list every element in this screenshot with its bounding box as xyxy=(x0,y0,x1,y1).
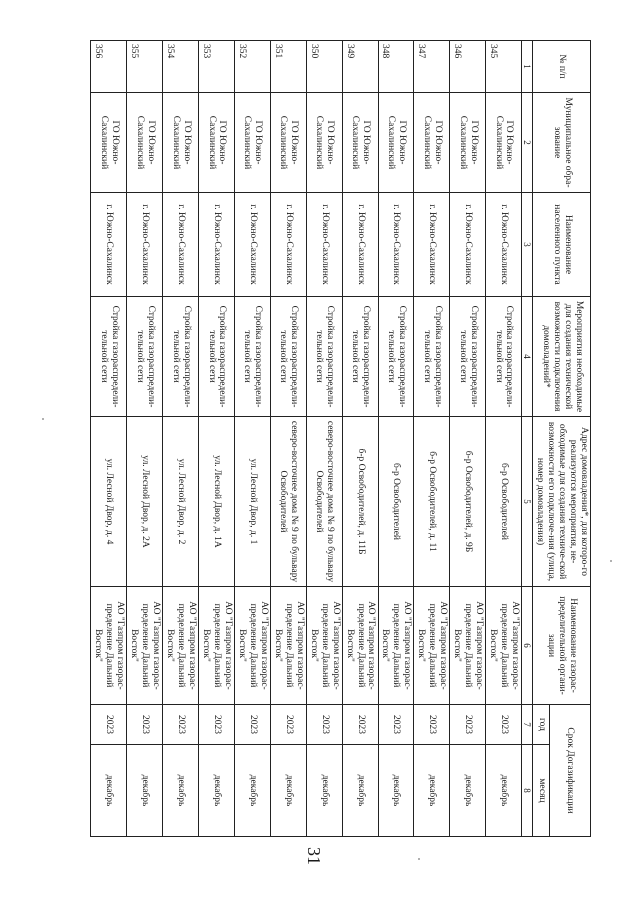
cell-address: ул. Лесной Двор, д. 4 xyxy=(91,417,127,587)
table-row xyxy=(270,41,306,837)
cell-month: декабрь xyxy=(378,745,414,837)
cell-year: 2023 xyxy=(91,705,127,745)
cell-num: 345 xyxy=(486,41,522,93)
cell-org: АО "Газпром газорас-пределение Дальний Восток" xyxy=(450,587,486,705)
cell-org: АО "Газпром газорас-пределение Дальний Восток" xyxy=(199,587,235,705)
cell-year: 2023 xyxy=(306,705,342,745)
cell-month: декабрь xyxy=(414,745,450,837)
header-measures: Мероприятия необходимые для создания технической возможности подключения домовладений* xyxy=(533,297,591,417)
table-row xyxy=(199,41,235,837)
cell-org: АО "Газпром газорас-пределение Дальний Восток" xyxy=(163,587,199,705)
cell-num: 354 xyxy=(163,41,199,93)
cell-month: декабрь xyxy=(342,745,378,837)
cell-municipality: ГО Южно-Сахалинский xyxy=(306,93,342,193)
cell-year: 2023 xyxy=(199,705,235,745)
table-row xyxy=(378,41,414,837)
cell-settlement: г. Южно-Сахалинск xyxy=(199,193,235,297)
cell-settlement: г. Южно-Сахалинск xyxy=(306,193,342,297)
cell-settlement: г. Южно-Сахалинск xyxy=(91,193,127,297)
cell-year: 2023 xyxy=(163,705,199,745)
cell-municipality: ГО Южно-Сахалинский xyxy=(199,93,235,193)
cell-org: АО "Газпром газорас-пределение Дальний Восток" xyxy=(378,587,414,705)
header-address: Адрес домовладения*, для которо-го реализуются мероприятия, не-обходимые для создания техниче-ской возможности его подключе-ния (улица, номер домовладения) xyxy=(533,417,591,587)
header-num: № п/п xyxy=(533,41,591,93)
cell-year: 2023 xyxy=(486,705,522,745)
cell-month: декабрь xyxy=(235,745,271,837)
cell-num: 355 xyxy=(127,41,163,93)
cell-month: декабрь xyxy=(306,745,342,837)
cell-municipality: ГО Южно-Сахалинский xyxy=(450,93,486,193)
cell-settlement: г. Южно-Сахалинск xyxy=(235,193,271,297)
cell-year: 2023 xyxy=(270,705,306,745)
column-number: 3 xyxy=(522,193,533,297)
scan-speck xyxy=(42,418,44,420)
scan-speck xyxy=(610,560,612,562)
cell-municipality: ГО Южно-Сахалинский xyxy=(235,93,271,193)
table-row xyxy=(163,41,199,837)
cell-measures: Стройка газораспредели-тельной сети xyxy=(486,297,522,417)
cell-measures: Стройка газораспредели-тельной сети xyxy=(342,297,378,417)
header-deadline: Срок Догазификации xyxy=(550,705,591,837)
cell-year: 2023 xyxy=(450,705,486,745)
table-row xyxy=(235,41,271,837)
cell-address: б-р Освободителей xyxy=(378,417,414,587)
cell-year: 2023 xyxy=(414,705,450,745)
column-number: 8 xyxy=(522,745,533,837)
table-row xyxy=(450,41,486,837)
cell-municipality: ГО Южно-Сахалинский xyxy=(127,93,163,193)
cell-num: 351 xyxy=(270,41,306,93)
column-number-row xyxy=(522,41,533,837)
cell-measures: Стройка газораспредели-тельной сети xyxy=(306,297,342,417)
column-number: 7 xyxy=(522,705,533,745)
header-org: Наименование газорас-пределительной органи-зации xyxy=(533,587,591,705)
column-number: 2 xyxy=(522,93,533,193)
cell-settlement: г. Южно-Сахалинск xyxy=(414,193,450,297)
cell-address: северо-восточнее дома № 9 по бульвару Освободителей xyxy=(306,417,342,587)
rotated-table-frame xyxy=(93,40,591,836)
cell-measures: Стройка газораспредели-тельной сети xyxy=(235,297,271,417)
cell-month: декабрь xyxy=(450,745,486,837)
cell-municipality: ГО Южно-Сахалинский xyxy=(91,93,127,193)
page-number: 31 xyxy=(304,847,324,865)
scan-speck xyxy=(418,858,420,860)
header-month: месяц xyxy=(533,745,550,837)
cell-settlement: г. Южно-Сахалинск xyxy=(270,193,306,297)
cell-org: АО "Газпром газорас-пределение Дальний Восток" xyxy=(306,587,342,705)
table-row xyxy=(306,41,342,837)
cell-address: северо-восточнее дома № 9 по бульвару Освободителей xyxy=(270,417,306,587)
cell-address: б-р Освободителей xyxy=(486,417,522,587)
rotated-table-container xyxy=(93,40,591,836)
cell-num: 348 xyxy=(378,41,414,93)
cell-org: АО "Газпром газорас-пределение Дальний Восток" xyxy=(486,587,522,705)
cell-num: 347 xyxy=(414,41,450,93)
cell-num: 350 xyxy=(306,41,342,93)
cell-year: 2023 xyxy=(127,705,163,745)
cell-measures: Стройка газораспредели-тельной сети xyxy=(91,297,127,417)
cell-settlement: г. Южно-Сахалинск xyxy=(127,193,163,297)
cell-year: 2023 xyxy=(235,705,271,745)
cell-month: декабрь xyxy=(270,745,306,837)
cell-settlement: г. Южно-Сахалинск xyxy=(486,193,522,297)
cell-municipality: ГО Южно-Сахалинский xyxy=(378,93,414,193)
cell-measures: Стройка газораспредели-тельной сети xyxy=(127,297,163,417)
header-municipality: Муниципальное обра-зование xyxy=(533,93,591,193)
cell-num: 346 xyxy=(450,41,486,93)
table-body xyxy=(91,41,533,837)
cell-measures: Стройка газораспредели-тельной сети xyxy=(163,297,199,417)
cell-num: 353 xyxy=(199,41,235,93)
cell-measures: Стройка газораспредели-тельной сети xyxy=(270,297,306,417)
header-year: год xyxy=(533,705,550,745)
cell-settlement: г. Южно-Сахалинск xyxy=(163,193,199,297)
cell-month: декабрь xyxy=(199,745,235,837)
cell-municipality: ГО Южно-Сахалинский xyxy=(414,93,450,193)
cell-month: декабрь xyxy=(127,745,163,837)
cell-municipality: ГО Южно-Сахалинский xyxy=(270,93,306,193)
cell-num: 349 xyxy=(342,41,378,93)
table-row xyxy=(342,41,378,837)
column-number: 4 xyxy=(522,297,533,417)
cell-num: 352 xyxy=(235,41,271,93)
cell-measures: Стройка газораспредели-тельной сети xyxy=(414,297,450,417)
cell-settlement: г. Южно-Сахалинск xyxy=(378,193,414,297)
cell-municipality: ГО Южно-Сахалинский xyxy=(486,93,522,193)
cell-org: АО "Газпром газорас-пределение Дальний Восток" xyxy=(127,587,163,705)
cell-address: б-р Освободителей, д. 11 xyxy=(414,417,450,587)
cell-month: декабрь xyxy=(486,745,522,837)
column-number: 5 xyxy=(522,417,533,587)
column-number: 6 xyxy=(522,587,533,705)
cell-measures: Стройка газораспредели-тельной сети xyxy=(450,297,486,417)
cell-org: АО "Газпром газорас-пределение Дальний Восток" xyxy=(342,587,378,705)
cell-address: ул. Лесной Двор, д. 1 xyxy=(235,417,271,587)
table-row xyxy=(91,41,127,837)
column-number: 1 xyxy=(522,41,533,93)
cell-num: 356 xyxy=(91,41,127,93)
cell-address: б-р Освободителей, д. 11Б xyxy=(342,417,378,587)
cell-org: АО "Газпром газорас-пределение Дальний Восток" xyxy=(235,587,271,705)
cell-municipality: ГО Южно-Сахалинский xyxy=(342,93,378,193)
cell-month: декабрь xyxy=(91,745,127,837)
cell-settlement: г. Южно-Сахалинск xyxy=(342,193,378,297)
cell-month: декабрь xyxy=(163,745,199,837)
header-settlement: Наименование населенного пункта xyxy=(533,193,591,297)
cell-address: б-р Освободителей, д. 9Б xyxy=(450,417,486,587)
cell-org: АО "Газпром газорас-пределение Дальний Восток" xyxy=(270,587,306,705)
cell-measures: Стройка газораспредели-тельной сети xyxy=(199,297,235,417)
cell-municipality: ГО Южно-Сахалинский xyxy=(163,93,199,193)
cell-org: АО "Газпром газорас-пределение Дальний Восток" xyxy=(91,587,127,705)
cell-address: ул. Лесной Двор, д. 2 xyxy=(163,417,199,587)
table-row xyxy=(486,41,522,837)
table-row xyxy=(414,41,450,837)
gasification-table xyxy=(90,40,591,837)
cell-address: ул. Лесной Двор, д. 1А xyxy=(199,417,235,587)
cell-year: 2023 xyxy=(342,705,378,745)
table-row xyxy=(127,41,163,837)
cell-settlement: г. Южно-Сахалинск xyxy=(450,193,486,297)
cell-measures: Стройка газораспредели-тельной сети xyxy=(378,297,414,417)
cell-org: АО "Газпром газорас-пределение Дальний Восток" xyxy=(414,587,450,705)
cell-address: ул. Лесной Двор, д. 2А xyxy=(127,417,163,587)
cell-year: 2023 xyxy=(378,705,414,745)
